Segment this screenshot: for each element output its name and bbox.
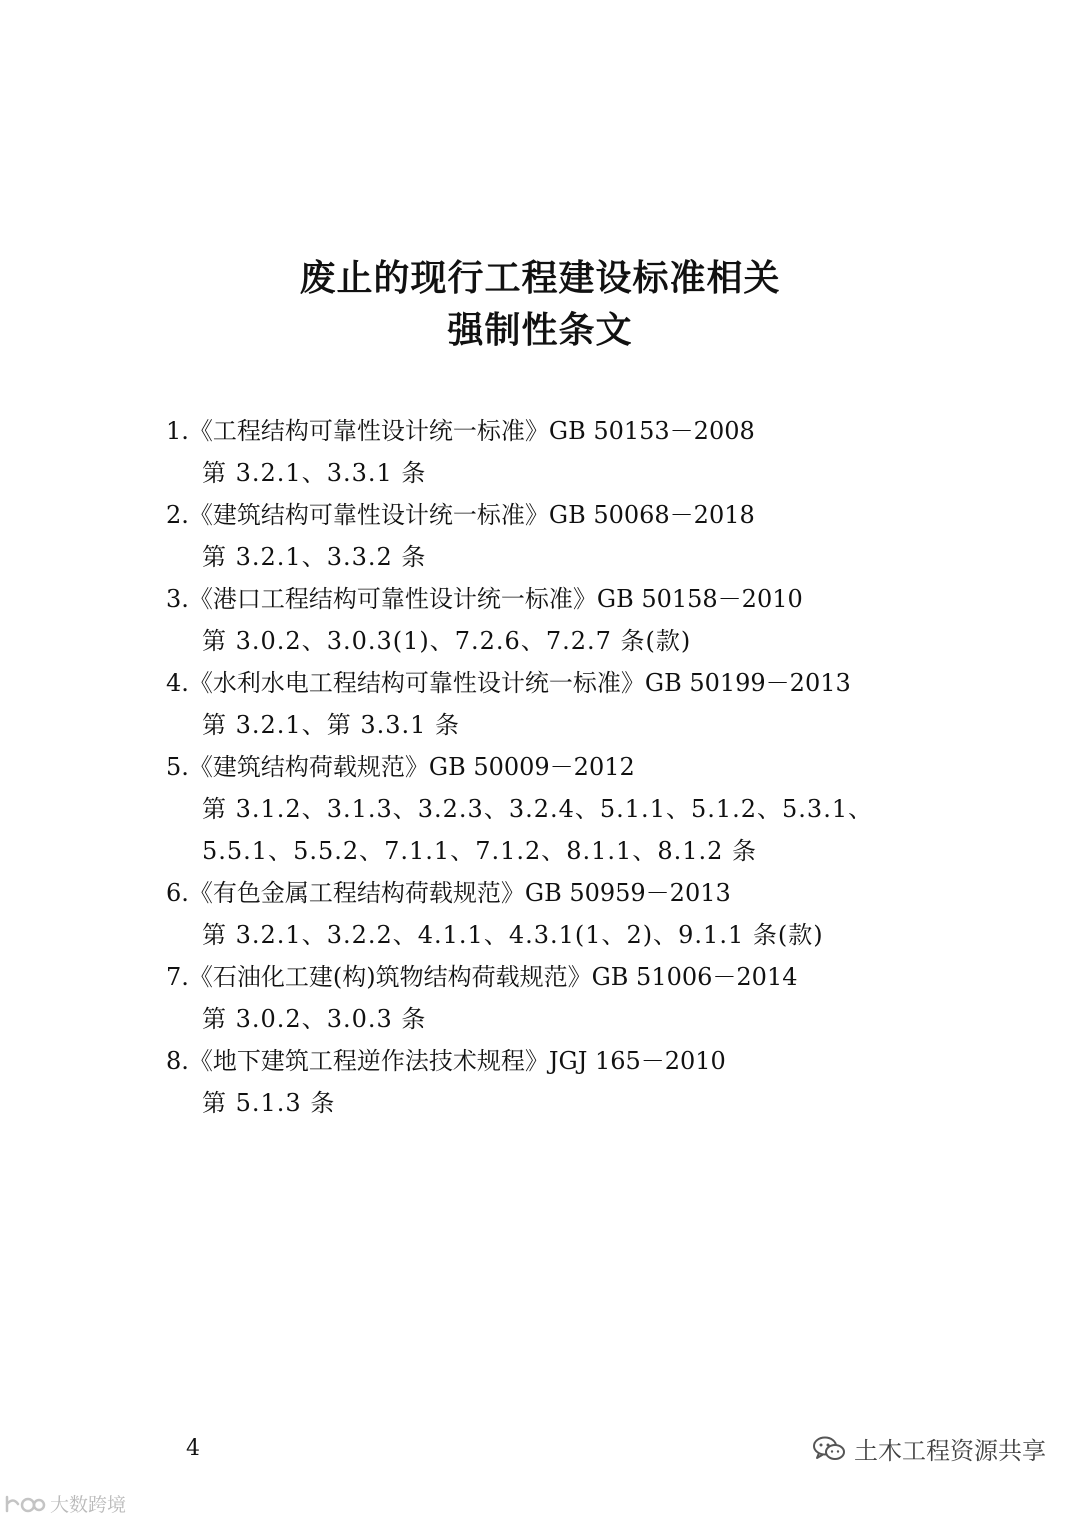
watermark-text: 大数跨境 [50,1494,127,1516]
bigdata-logo-icon [4,1493,46,1515]
clause-list: 第 3.2.1、3.3.2 条 [202,543,427,571]
clause-list: 第 3.2.1、3.3.1 条 [202,459,427,487]
clause-list: 第 3.0.2、3.0.3(1)、7.2.6、7.2.7 条(款) [202,627,692,655]
list-item [166,494,996,578]
standard-title: 7.《石油化工建(构)筑物结构荷载规范》GB 51006－2014 [166,963,798,991]
title-line-2: 强制性条文 [447,309,633,351]
standard-title: 2.《建筑结构可靠性设计统一标准》GB 50068－2018 [166,501,755,529]
list-item [166,662,996,746]
source-attribution [812,1431,1046,1466]
clause-list: 第 3.1.2、3.1.3、3.2.3、3.2.4、5.1.1、5.1.2、5.3.1、 [202,795,874,823]
page-title [0,252,1080,356]
clause-list-continued: 5.5.1、5.5.2、7.1.1、7.1.2、8.1.1、8.1.2 条 [202,837,758,865]
clause-list: 第 3.2.1、第 3.3.1 条 [202,711,461,739]
list-item [166,746,996,872]
list-item [166,872,996,956]
list-item [166,956,996,1040]
clause-list: 第 3.2.1、3.2.2、4.1.1、4.3.1(1、2)、9.1.1 条(款) [202,921,824,949]
list-item [166,410,996,494]
standards-list [166,410,996,1124]
clause-list: 第 3.0.2、3.0.3 条 [202,1005,427,1033]
source-name: 土木工程资源共享 [854,1437,1046,1465]
wechat-icon [812,1435,846,1463]
standard-title: 8.《地下建筑工程逆作法技术规程》JGJ 165－2010 [166,1047,726,1075]
list-item [166,578,996,662]
standard-title: 6.《有色金属工程结构荷载规范》GB 50959－2013 [166,879,731,907]
standard-title: 3.《港口工程结构可靠性设计统一标准》GB 50158－2010 [166,585,803,613]
title-line-1: 废止的现行工程建设标准相关 [299,257,781,299]
clause-list: 第 5.1.3 条 [202,1089,336,1117]
page-number: 4 [186,1436,200,1461]
list-item [166,1040,996,1124]
standard-title: 4.《水利水电工程结构可靠性设计统一标准》GB 50199－2013 [166,669,851,697]
standard-title: 1.《工程结构可靠性设计统一标准》GB 50153－2008 [166,417,755,445]
standard-title: 5.《建筑结构荷载规范》GB 50009－2012 [166,753,635,781]
watermark-left [4,1490,126,1517]
